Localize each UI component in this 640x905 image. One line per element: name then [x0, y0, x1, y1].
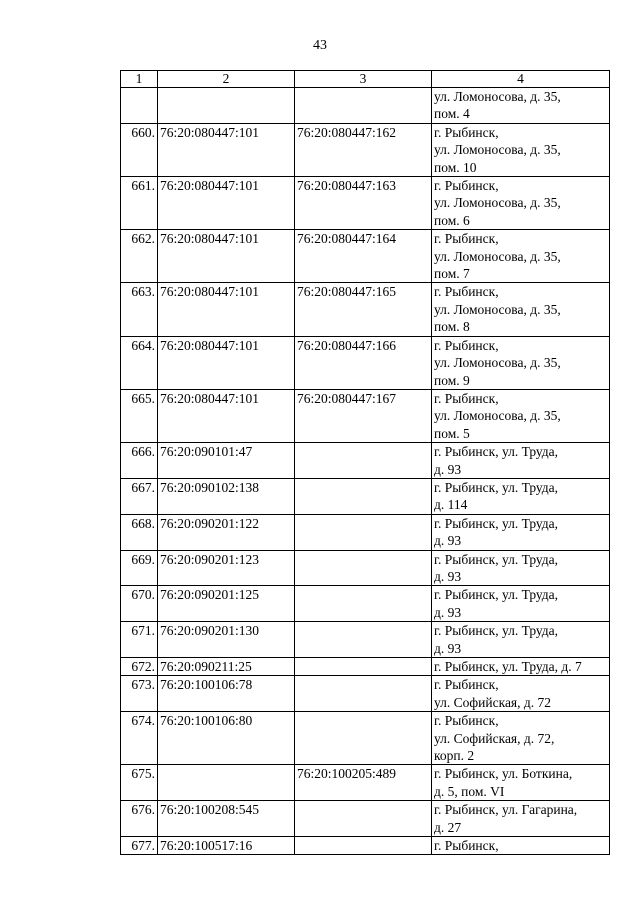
row-number: 670.: [121, 586, 158, 622]
address-line: пом. 7: [434, 266, 470, 282]
cadastral-object-number: [295, 478, 432, 514]
table-row: [121, 283, 610, 336]
cadastral-parcel-number: 76:20:090201:125: [158, 586, 295, 622]
address-line: г. Рыбинск, ул. Труда,: [434, 515, 559, 531]
cadastral-parcel-number: 76:20:080447:101: [158, 123, 295, 176]
row-number: 665.: [121, 389, 158, 442]
address-cell: [432, 230, 610, 283]
address-line: г. Рыбинск,: [434, 337, 499, 353]
row-number: 668.: [121, 514, 158, 550]
address-line: г. Рыбинск,: [434, 838, 499, 854]
address-cell: [432, 123, 610, 176]
row-number: 674.: [121, 712, 158, 765]
address-line: г. Рыбинск, ул. Труда,: [434, 479, 559, 495]
cadastral-parcel-number: 76:20:090102:138: [158, 478, 295, 514]
cadastral-object-number: 76:20:080447:166: [295, 336, 432, 389]
address-cell: [432, 514, 610, 550]
cadastral-parcel-number: 76:20:080447:101: [158, 283, 295, 336]
cadastral-object-number: 76:20:100205:489: [295, 765, 432, 801]
address-line: д. 114: [434, 497, 468, 513]
cadastral-parcel-number: 76:20:100208:545: [158, 801, 295, 837]
address-cell: [432, 712, 610, 765]
cadastral-object-number: [295, 658, 432, 676]
table-row: [121, 765, 610, 801]
column-header: 1: [121, 71, 158, 88]
address-cell: [432, 658, 610, 676]
address-line: д. 27: [434, 819, 462, 835]
address-cell: [432, 177, 610, 230]
cadastral-object-number: [295, 443, 432, 479]
column-header: 3: [295, 71, 432, 88]
row-number: 661.: [121, 177, 158, 230]
column-header: 2: [158, 71, 295, 88]
cadastral-object-number: 76:20:080447:163: [295, 177, 432, 230]
table-row: [121, 550, 610, 586]
row-number: 660.: [121, 123, 158, 176]
address-cell: [432, 389, 610, 442]
cadastral-parcel-number: [158, 765, 295, 801]
row-number: 669.: [121, 550, 158, 586]
cadastral-parcel-number: 76:20:100106:78: [158, 676, 295, 712]
address-cell: [432, 336, 610, 389]
address-line: ул. Ломоносова, д. 35,: [434, 301, 561, 317]
cadastral-parcel-number: 76:20:100106:80: [158, 712, 295, 765]
address-line: ул. Ломоносова, д. 35,: [434, 142, 561, 158]
table-row: [121, 88, 610, 124]
table-row: [121, 230, 610, 283]
address-line: г. Рыбинск, ул. Гагарина,: [434, 802, 578, 818]
address-line: пом. 4: [434, 106, 470, 122]
cadastral-object-number: 76:20:080447:167: [295, 389, 432, 442]
row-number: [121, 88, 158, 124]
address-line: г. Рыбинск, ул. Труда,: [434, 444, 559, 460]
row-number: 663.: [121, 283, 158, 336]
cadastral-object-number: [295, 837, 432, 855]
cadastral-parcel-number: 76:20:090211:25: [158, 658, 295, 676]
cadastral-parcel-number: 76:20:080447:101: [158, 336, 295, 389]
cadastral-object-number: [295, 712, 432, 765]
table-row: [121, 478, 610, 514]
cadastral-object-number: [295, 550, 432, 586]
table-row: [121, 586, 610, 622]
address-cell: [432, 443, 610, 479]
address-line: ул. Ломоносова, д. 35,: [434, 355, 561, 371]
address-line: д. 5, пом. VI: [434, 783, 505, 799]
cadastral-object-number: 76:20:080447:164: [295, 230, 432, 283]
address-line: пом. 6: [434, 212, 470, 228]
address-line: г. Рыбинск, ул. Труда,: [434, 551, 559, 567]
cadastral-object-number: [295, 88, 432, 124]
page-number: 43: [313, 38, 327, 53]
address-line: г. Рыбинск,: [434, 713, 499, 729]
address-line: г. Рыбинск, ул. Боткина,: [434, 766, 573, 782]
address-line: г. Рыбинск,: [434, 390, 499, 406]
address-line: ул. Софийская, д. 72,: [434, 730, 555, 746]
address-line: ул. Ломоносова, д. 35,: [434, 408, 561, 424]
column-header: 4: [432, 71, 610, 88]
address-cell: [432, 837, 610, 855]
table-row: [121, 336, 610, 389]
address-line: ул. Ломоносова, д. 35,: [434, 195, 561, 211]
cadastral-object-number: 76:20:080447:162: [295, 123, 432, 176]
address-line: ул. Ломоносова, д. 35,: [434, 248, 561, 264]
address-cell: [432, 765, 610, 801]
address-line: ул. Софийская, д. 72: [434, 694, 552, 710]
cadastral-parcel-number: 76:20:080447:101: [158, 389, 295, 442]
table-row: [121, 712, 610, 765]
table-row: [121, 514, 610, 550]
address-cell: [432, 801, 610, 837]
cadastral-parcel-number: 76:20:090101:47: [158, 443, 295, 479]
address-line: г. Рыбинск,: [434, 284, 499, 300]
address-line: пом. 5: [434, 425, 470, 441]
address-line: г. Рыбинск, ул. Труда,: [434, 587, 559, 603]
table-row: [121, 123, 610, 176]
cadastral-object-number: [295, 622, 432, 658]
row-number: 667.: [121, 478, 158, 514]
header-row: [121, 71, 610, 88]
address-cell: [432, 478, 610, 514]
cadastral-parcel-number: 76:20:080447:101: [158, 177, 295, 230]
cadastral-parcel-number: 76:20:100517:16: [158, 837, 295, 855]
address-line: пом. 8: [434, 319, 470, 335]
address-line: г. Рыбинск,: [434, 124, 499, 140]
cadastral-object-number: 76:20:080447:165: [295, 283, 432, 336]
address-cell: [432, 676, 610, 712]
address-line: г. Рыбинск,: [434, 677, 499, 693]
table-row: [121, 801, 610, 837]
row-number: 662.: [121, 230, 158, 283]
address-line: пом. 9: [434, 372, 470, 388]
address-cell: [432, 550, 610, 586]
row-number: 673.: [121, 676, 158, 712]
row-number: 676.: [121, 801, 158, 837]
table-row: [121, 622, 610, 658]
table-row: [121, 389, 610, 442]
address-line: пом. 10: [434, 159, 477, 175]
row-number: 672.: [121, 658, 158, 676]
table-row: [121, 837, 610, 855]
registry-table: [120, 70, 610, 855]
address-line: г. Рыбинск, ул. Труда,: [434, 623, 559, 639]
address-cell: [432, 586, 610, 622]
address-cell: [432, 283, 610, 336]
address-cell: [432, 622, 610, 658]
address-line: д. 93: [434, 568, 462, 584]
cadastral-object-number: [295, 801, 432, 837]
address-line: г. Рыбинск, ул. Труда, д. 7: [434, 659, 582, 674]
cadastral-parcel-number: 76:20:090201:123: [158, 550, 295, 586]
table-row: [121, 658, 610, 676]
address-line: г. Рыбинск,: [434, 178, 499, 194]
table-row: [121, 177, 610, 230]
row-number: 677.: [121, 837, 158, 855]
address-line: д. 93: [434, 640, 462, 656]
row-number: 675.: [121, 765, 158, 801]
address-cell: [432, 88, 610, 124]
cadastral-parcel-number: 76:20:090201:122: [158, 514, 295, 550]
cadastral-object-number: [295, 514, 432, 550]
cadastral-parcel-number: 76:20:090201:130: [158, 622, 295, 658]
address-line: корп. 2: [434, 748, 475, 764]
table-row: [121, 676, 610, 712]
cadastral-object-number: [295, 586, 432, 622]
address-line: ул. Ломоносова, д. 35,: [434, 89, 561, 104]
row-number: 671.: [121, 622, 158, 658]
table-row: [121, 443, 610, 479]
address-line: г. Рыбинск,: [434, 231, 499, 247]
address-line: д. 93: [434, 533, 462, 549]
cadastral-parcel-number: [158, 88, 295, 124]
cadastral-parcel-number: 76:20:080447:101: [158, 230, 295, 283]
cadastral-object-number: [295, 676, 432, 712]
row-number: 666.: [121, 443, 158, 479]
table-body: [121, 88, 610, 855]
row-number: 664.: [121, 336, 158, 389]
address-line: д. 93: [434, 604, 462, 620]
address-line: д. 93: [434, 461, 462, 477]
